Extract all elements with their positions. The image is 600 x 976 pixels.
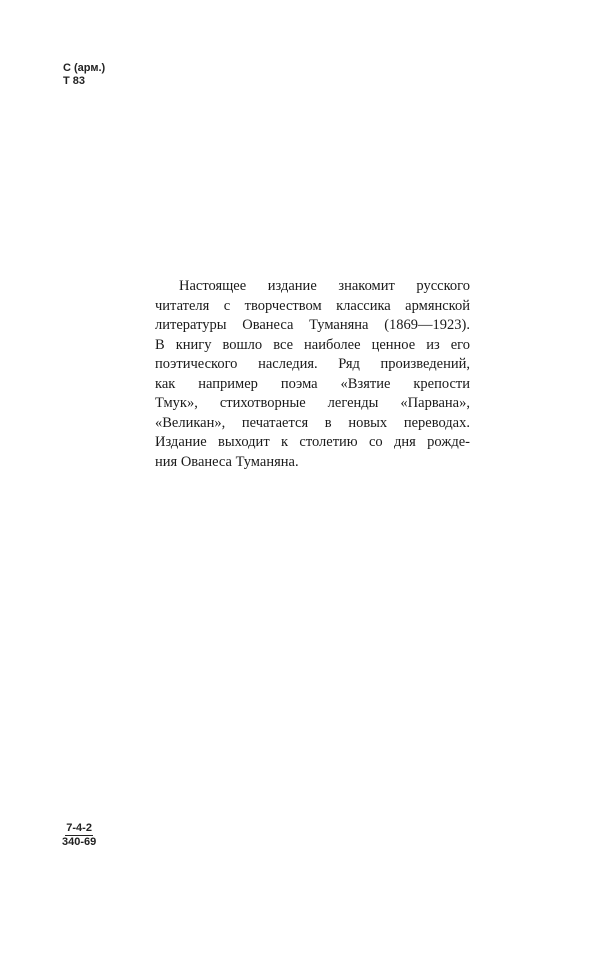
annotation-paragraph: [155, 277, 470, 472]
annotation-line: «Великан», печатается в новых переводах.: [155, 414, 470, 431]
annotation-line: как например поэма «Взятие крепости: [155, 375, 470, 392]
publisher-code-denominator: 340-69: [62, 836, 97, 848]
annotation-line: ния Ованеса Туманяна.: [155, 453, 299, 470]
classification-line-1: С (арм.): [63, 62, 106, 74]
annotation-line: Тмук», стихотворные легенды «Парвана»,: [155, 395, 470, 411]
annotation-line: Настоящее издание знакомит русского: [179, 278, 470, 294]
classification-index: [63, 62, 105, 88]
annotation-line: В книгу вошло все наиболее ценное из его: [155, 336, 470, 353]
annotation-line: литературы Ованеса Туманяна (1869—1923).: [155, 317, 470, 333]
annotation-line: читателя с творчеством классика армянской: [155, 297, 470, 314]
classification-line-2: Т 83: [63, 75, 86, 87]
annotation-line: Издание выходит к столетию со дня рожде-: [155, 434, 470, 450]
annotation-line: поэтического наследия. Ряд произведений,: [155, 356, 470, 372]
publisher-code: [62, 822, 96, 849]
publisher-code-numerator: 7-4-2: [66, 822, 92, 834]
